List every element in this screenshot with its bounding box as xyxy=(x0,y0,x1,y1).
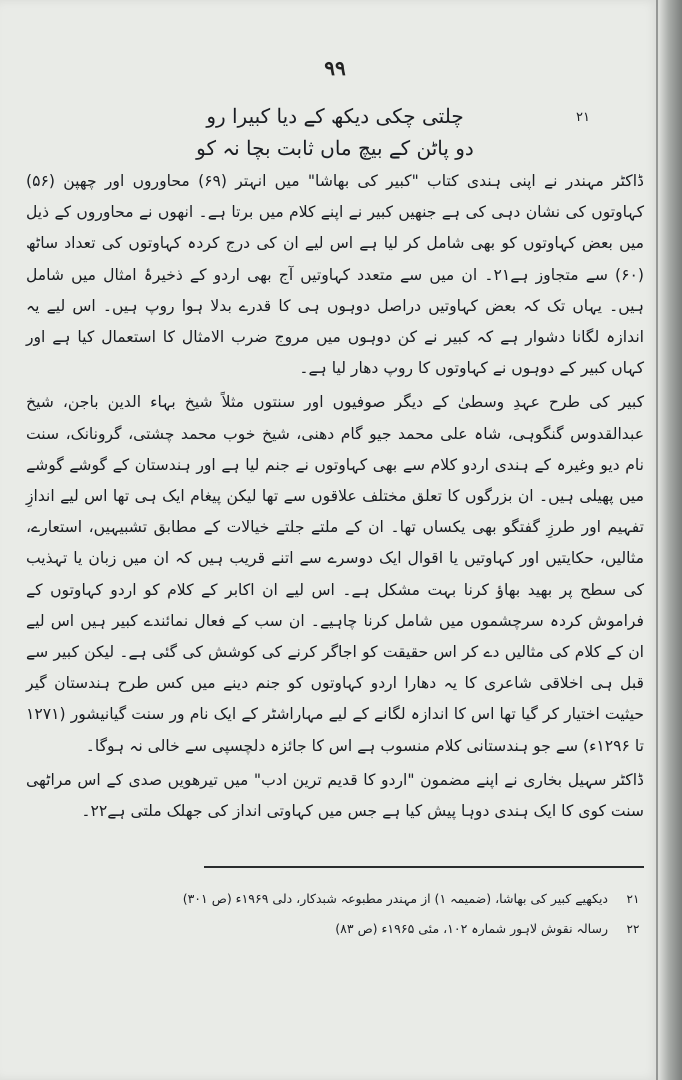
footnotes xyxy=(26,866,644,946)
paragraph-1: ڈاکٹر مہندر نے اپنی ہندی کتاب "کبیر کی بھاشا" میں انہتر (۶۹) محاوروں اور چھپن (۵۶) کہاوتوں کی نشان دہی کی ہے جنھیں کبیر نے اپنے کلام میں برتا ہے۔ انھوں نے محاوروں کے ذیل میں بعض کہاوتوں کو بھی شامل کر لیا ہے اس لیے ان کی درج کردہ کہاوتوں کی تعداد ساٹھ (۶۰) سے متجاوز ہے۲۱۔ ان میں سے متعدد کہاوتیں آج بھی اردو کے ذخیرۂ امثال میں شامل ہیں۔ یہاں تک کہ بعض کہاوتیں دراصل دوہوں ہی کا قدرے بدلا ہوا روپ ہیں۔ اس لیے یہ اندازہ لگانا دشوار ہے کہ کبیر نے کن دوہوں میں مروج ضرب الامثال کا استعمال کیا ہے اور کہاں کبیر کے دوہوں نے کہاوتوں کا روپ دھار لیا ہے۔ xyxy=(26,172,644,378)
footnote-2-text: رسالہ نقوش لاہور شمارہ ۱۰۲، مئی ۱۹۶۵ء (ص ۸۳) xyxy=(335,921,608,936)
paragraph-3: ڈاکٹر سہیل بخاری نے اپنے مضمون "اردو کا قدیم ترین ادب" میں تیرھویں صدی کے اس مراٹھی سنت کوی کا ایک ہندی دوہا پیش کیا ہے جس میں کہاوتی انداز کی جھلک ملتی ہے۲۲۔ xyxy=(26,770,644,821)
footnote-divider xyxy=(204,866,644,868)
page-number: ۹۹ xyxy=(324,56,346,80)
book-spine xyxy=(660,0,682,1080)
footnote-1-text: دیکھیے کبیر کی بھاشا، (ضمیمہ ۱) از مہندر مطبوعہ شبدکار، دلی ۱۹۶۹ء (ص ۳۰۱) xyxy=(182,891,608,906)
couplet xyxy=(26,100,644,164)
footnote-1-mark: ۲۱ xyxy=(626,892,640,906)
page-edge-line xyxy=(656,0,658,1080)
couplet-footnote-mark: ۲۱ xyxy=(576,110,590,125)
footnote-2 xyxy=(26,916,644,942)
couplet-line-1: چلتی چکی دیکھ کے دیا کبیرا رو xyxy=(206,104,464,128)
footnote-2-mark: ۲۲ xyxy=(626,922,640,936)
footnote-1 xyxy=(26,886,644,912)
couplet-line-2: دو پاٹن کے بیچ ماں ثابت بچا نہ کو xyxy=(196,136,474,160)
page-content xyxy=(26,56,644,1056)
paragraph-2: کبیر کی طرح عہدِ وسطیٰ کے دیگر صوفیوں اور سنتوں مثلاً شیخ بہاء الدین باجن، شیخ عبدالقدوس گنگوہی، شاہ علی محمد جیو گام دھنی، شیخ خوب محمد چشتی، گرونانک، سنت نام دیو وغیرہ کے ہندی اردو کلام سے بھی کہاوتوں نے جنم لیا ہے اور ہندستان کے گوشے گوشے میں پھیلی ہیں۔ ان بزرگوں کا تعلق مختلف علاقوں سے تھا لیکن پیغام ایک ہی تھا اس لیے اندازِ تفہیم اور طرزِ گفتگو بھی یکساں تھا۔ ان کے ملتے جلتے خیالات کے مطابق تشبیہیں، استعارے، مثالیں، حکایتیں اور کہاوتیں یا اقوال ایک دوسرے سے اتنے قریب ہیں کہ ان میں زبان یا تہذیب کی سطح پر بھید بھاؤ کرنا بہت مشکل ہے۔ اس لیے ان اکابر کے کلام کو اردو کہاوتوں کے فراموش کردہ سرچشموں میں شامل کرنا چاہیے۔ ان سب کے فعال نمائندے کبیر ہیں اس لیے ان کے کلام کی مثالیں دے کر اس حقیقت کو اجاگر کرنے کی کوشش کی گئی ہے۔ لیکن کبیر سے قبل ہی اخلاقی شاعری کا یہ دھارا اردو کہاوتوں کو جنم دینے میں کس طرح ہندستان گیر حیثیت اختیار کر گیا تھا اس کا اندازہ لگانے کے لیے مہاراشٹر کے ایک نام ور سنت گیانیشور (۱۲۷۱ تا ۱۲۹۶ء) سے جو ہندستانی کلام منسوب ہے اس کا جائزہ دلچسپی سے خالی نہ ہوگا۔ xyxy=(26,393,644,755)
